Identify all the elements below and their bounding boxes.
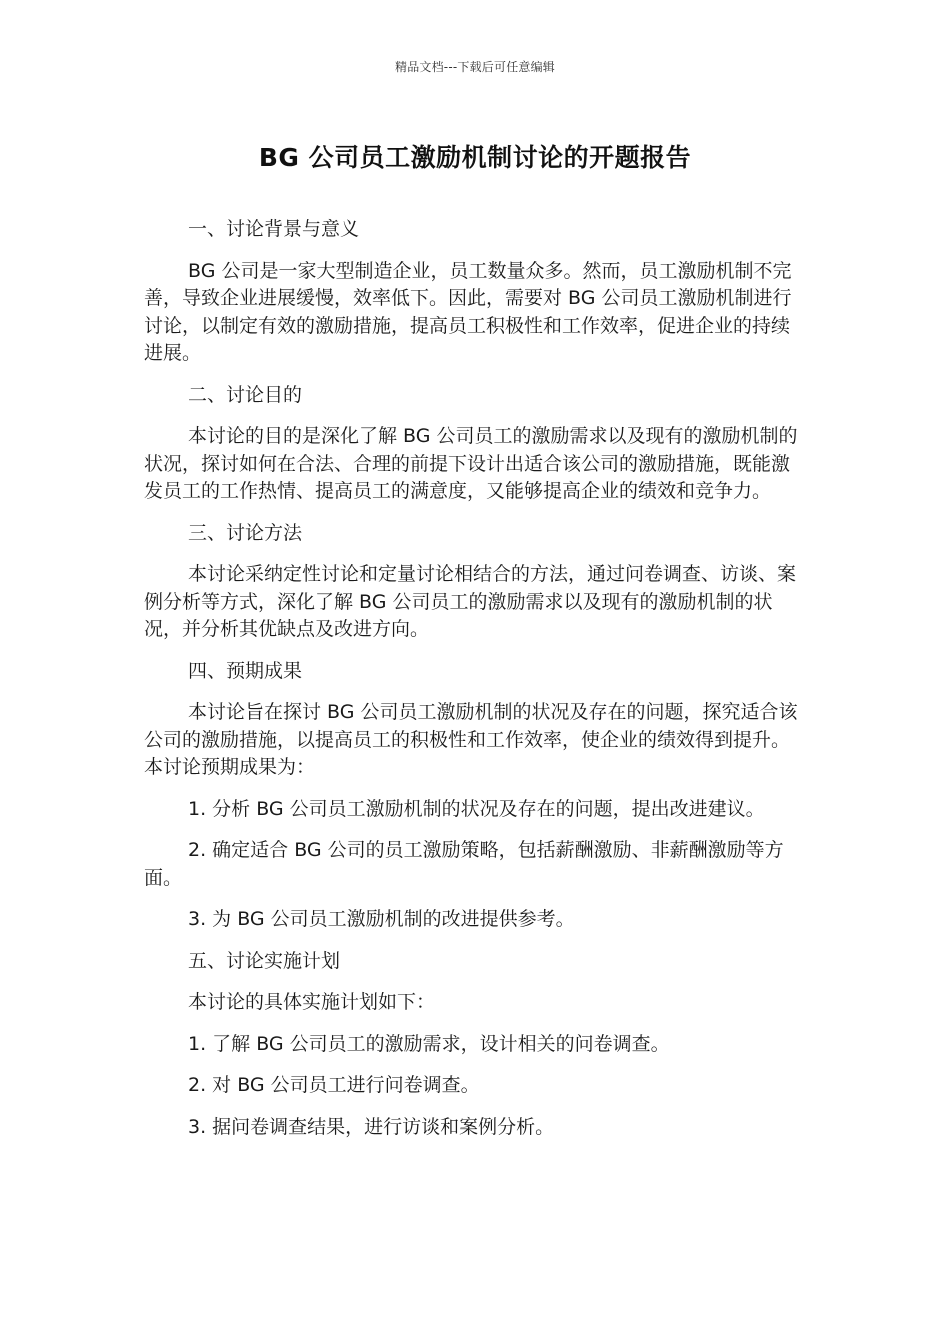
paragraph-background: BG 公司是一家大型制造企业，员工数量众多。然而，员工激励机制不完善，导致企业进展缓慢，效率低下。因此，需要对 BG 公司员工激励机制进行讨论，以制定有效的激励措施，提高员工积极性和工作效率，促进企业的持续进展。 [144, 259, 792, 364]
header-note: 精品文档---下载后可任意编辑 [395, 60, 555, 74]
paragraph-purpose: 本讨论的目的是深化了解 BG 公司员工的激励需求以及现有的激励机制的状况，探讨如何在合法、合理的前提下设计出适合该公司的激励措施，既能激发员工的工作热情、提高员工的满意度，又能够提高企业的绩效和竞争力。 [144, 425, 798, 502]
section-heading-expected-results: 四、预期成果 [188, 659, 303, 682]
section-heading-background: 一、讨论背景与意义 [188, 218, 360, 240]
paragraph-method: 本讨论采纳定性讨论和定量讨论相结合的方法，通过问卷调查、访谈、案例分析等方式，深化了解 BG 公司员工的激励需求以及现有的激励机制的状况，并分析其优缺点及改进方向。 [144, 563, 797, 640]
section-heading-method: 三、讨论方法 [188, 521, 303, 544]
document-title: BG 公司员工激励机制讨论的开题报告 [258, 143, 692, 172]
list-item: 3. 据问卷调查结果，进行访谈和案例分析。 [188, 1115, 555, 1138]
list-item: 3. 为 BG 公司员工激励机制的改进提供参考。 [188, 908, 575, 930]
paragraph-implementation-plan: 本讨论的具体实施计划如下： [188, 991, 436, 1013]
list-item: 1. 了解 BG 公司员工的激励需求，设计相关的问卷调查。 [188, 1032, 670, 1055]
section-heading-purpose: 二、讨论目的 [188, 383, 303, 406]
document-body [144, 216, 808, 1155]
paragraph-expected-results: 本讨论旨在探讨 BG 公司员工激励机制的状况及存在的问题，探究适合该公司的激励措施，以提高员工的积极性和工作效率，使企业的绩效得到提升。本讨论预期成果为： [144, 701, 798, 778]
list-item: 2. 确定适合 BG 公司的员工激励策略，包括薪酬激励、非薪酬激励等方面。 [144, 839, 784, 889]
section-heading-implementation-plan: 五、讨论实施计划 [188, 949, 341, 972]
list-item: 1. 分析 BG 公司员工激励机制的状况及存在的问题，提出改进建议。 [188, 797, 765, 820]
list-item: 2. 对 BG 公司员工进行问卷调查。 [188, 1074, 480, 1096]
